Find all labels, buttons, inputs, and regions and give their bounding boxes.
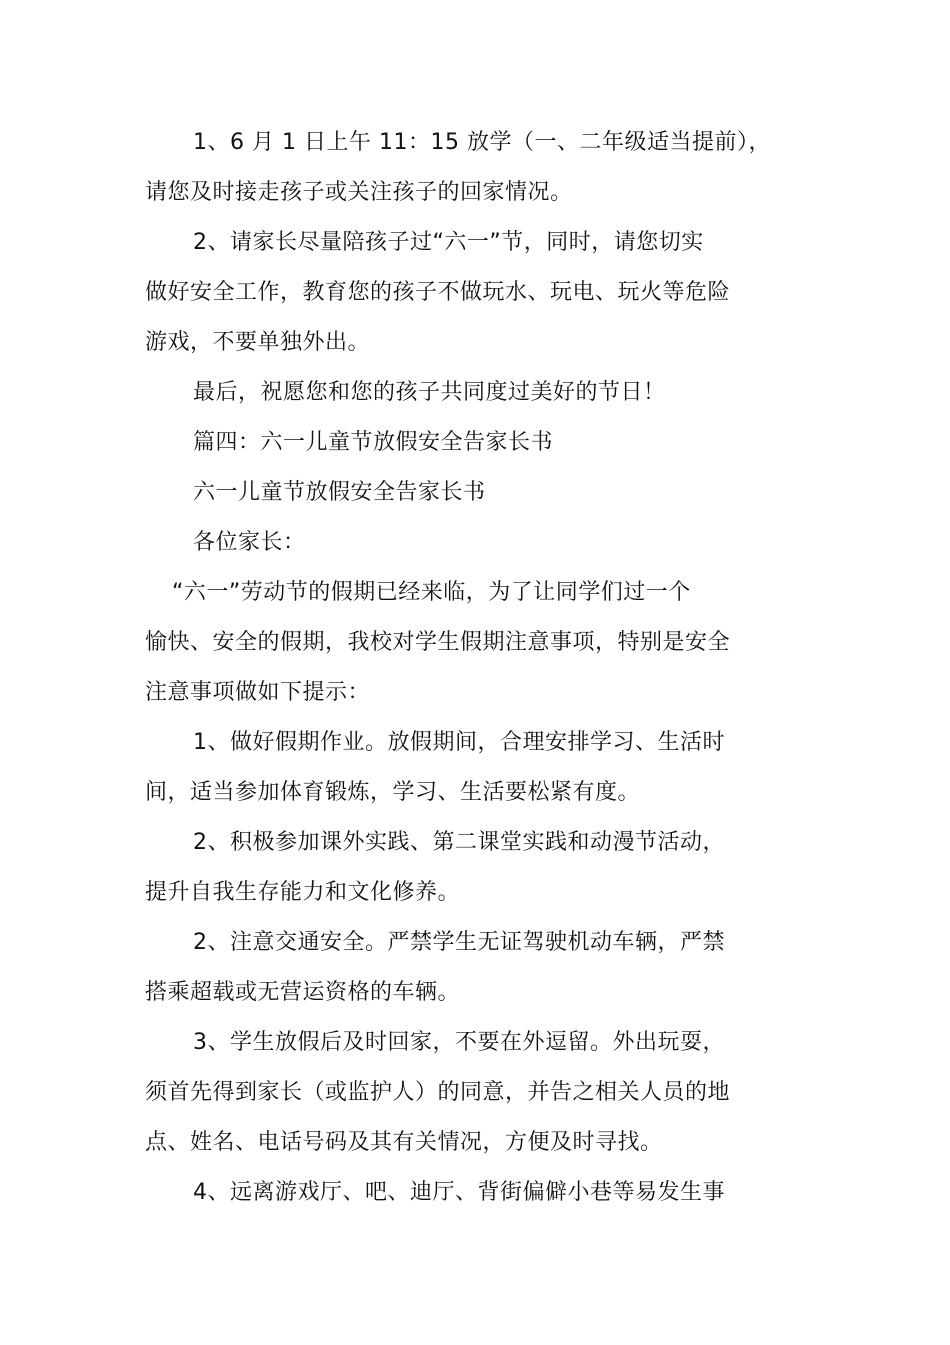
text-line: 须首先得到家长（或监护人）的同意，并告之相关人员的地 [145, 1080, 731, 1105]
text-line: 游戏，不要单独外出。 [145, 330, 371, 355]
text-line: 3、学生放假后及时回家，不要在外逗留。外出玩耍， [193, 1030, 725, 1055]
section-heading: 篇四：六一儿童节放假安全告家长书 [193, 430, 554, 455]
text-line: 愉快、安全的假期，我校对学生假期注意事项，特别是安全 [145, 630, 731, 655]
text-line: 提升自我生存能力和文化修养。 [145, 880, 461, 905]
text-line: 间，适当参加体育锻炼，学习、生活要松紧有度。 [145, 780, 641, 805]
document-title: 六一儿童节放假安全告家长书 [193, 480, 486, 505]
text-line: 1、6 月 1 日上午 11：15 放学（一、二年级适当提前）， [193, 130, 771, 155]
text-line: 点、姓名、电话号码及其有关情况，方便及时寻找。 [145, 1130, 663, 1155]
text-line: 请您及时接走孩子或关注孩子的回家情况。 [145, 180, 573, 205]
text-line: 注意事项做如下提示： [145, 680, 371, 705]
text-line: 2、请家长尽量陪孩子过“六一”节，同时，请您切实 [193, 230, 704, 255]
salutation: 各位家长： [193, 530, 306, 555]
text-line: 2、积极参加课外实践、第二课堂实践和动漫节活动， [193, 830, 725, 855]
text-line: 做好安全工作，教育您的孩子不做玩水、玩电、玩火等危险 [145, 280, 731, 305]
text-line: 4、远离游戏厅、吧、迪厅、背街偏僻小巷等易发生事 [193, 1180, 725, 1205]
text-line: 最后，祝愿您和您的孩子共同度过美好的节日！ [193, 380, 666, 405]
text-line: 搭乘超载或无营运资格的车辆。 [145, 980, 461, 1005]
text-line: 1、做好假期作业。放假期间，合理安排学习、生活时 [193, 730, 725, 755]
text-line: “六一”劳动节的假期已经来临，为了让同学们过一个 [172, 580, 691, 605]
text-line: 2、注意交通安全。严禁学生无证驾驶机动车辆，严禁 [193, 930, 725, 955]
